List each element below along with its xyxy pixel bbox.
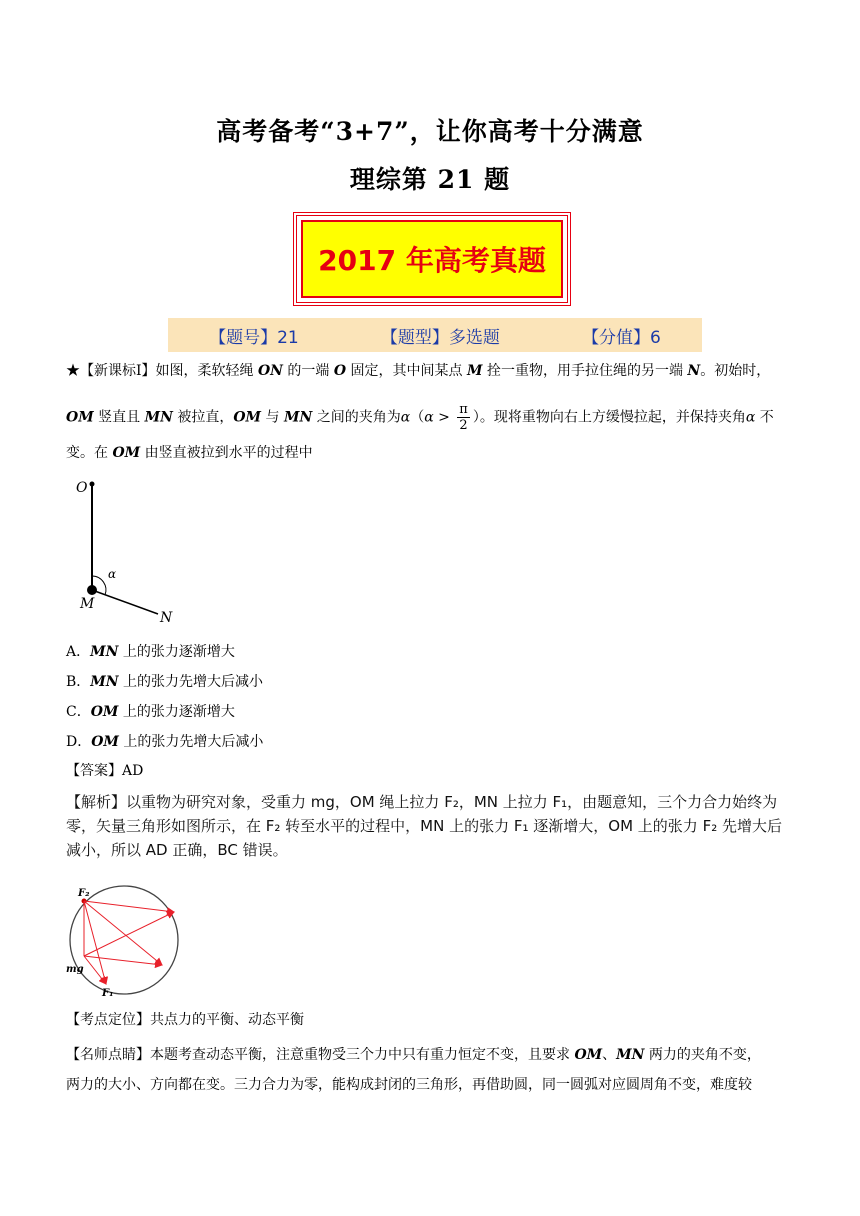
option-b: B．MN 上的张力先增大后减小 — [66, 674, 264, 690]
label-f2: F₂ — [78, 888, 90, 899]
mingshi-line-2: 两力的大小、方向都在变。三力合力为零，能构成封闭的三角形，再借助圆，同一圆弧对应圆周角不变，难度较 — [66, 1077, 752, 1093]
label-n: N — [160, 610, 173, 626]
mingshi-line-1: 【名师点睛】本题考查动态平衡，注意重物受三个力中只有重力恒定不变，且要求 OM、MN 两力的夹角不变， — [66, 1047, 761, 1063]
page-subtitle: 理综第 21 题 — [349, 165, 511, 194]
label-mg: mg — [66, 964, 84, 975]
year-banner — [293, 212, 571, 306]
mingshi-block — [66, 1040, 806, 1100]
analysis-block — [66, 790, 806, 862]
vector-line-4 — [84, 912, 174, 956]
analysis-line-2: 零，矢量三角形如图所示，在 F₂ 转至水平的过程中，MN 上的张力 F₁ 逐渐增大，OM 上的张力 F₂ 先增大后 — [66, 817, 782, 835]
label-o: O — [76, 480, 88, 496]
label-m: M — [80, 596, 95, 612]
rope-diagram — [66, 470, 196, 630]
analysis-line-1: 【解析】以重物为研究对象，受重力 mg，OM 绳上拉力 F₂，MN 上拉力 F₁，由题意知，三个力合力始终为 — [66, 793, 778, 811]
vector-line-2 — [84, 901, 162, 965]
option-c: C．OM 上的张力逐渐增大 — [66, 704, 235, 720]
meta-number: 【题号】21 — [209, 327, 299, 348]
label-f1: F₁ — [102, 988, 114, 999]
label-alpha: α — [108, 567, 117, 581]
rope-mn — [92, 590, 158, 614]
weight-m — [87, 585, 97, 595]
kaodian-line: 【考点定位】共点力的平衡、动态平衡 — [66, 1012, 304, 1028]
meta-score: 【分值】6 — [582, 327, 661, 348]
question-line-1: ★【新课标Ⅰ】如图，柔软轻绳 ON 的一端 O 固定，其中间某点 M 拴一重物，用手拉住绳的另一端 N。初始时， — [66, 363, 771, 379]
vector-line-3 — [84, 901, 106, 984]
question-meta-bar — [168, 318, 702, 352]
vector-line-5 — [84, 956, 162, 965]
page-title: 高考备考“3+7”，让你高考十分满意 — [216, 117, 644, 146]
analysis-line-3: 减小，所以 AD 正确，BC 错误。 — [66, 841, 288, 859]
vector-triangle-diagram — [62, 884, 188, 1002]
question-line-3: 变。在 OM 由竖直被拉到水平的过程中 — [66, 445, 313, 461]
vector-line-1 — [84, 901, 174, 912]
option-d: D．OM 上的张力先增大后减小 — [66, 734, 264, 750]
meta-type: 【题型】多选题 — [380, 327, 500, 348]
year-banner-text: 2017 年高考真题 — [301, 220, 563, 298]
pi-over-2-fraction: $\frac{\pi}{2}$ — [459, 402, 468, 433]
option-a: A．MN 上的张力逐渐增大 — [66, 644, 235, 660]
question-line-2: OM 竖直且 MN 被拉直，OM 与 MN 之间的夹角为α（α > $\frac{\pi}{2}$ ）。现将重物向右上方缓慢拉起，并保持夹角α 不 — [66, 402, 774, 433]
answer: 【答案】AD — [66, 763, 144, 779]
point-o — [90, 482, 95, 487]
